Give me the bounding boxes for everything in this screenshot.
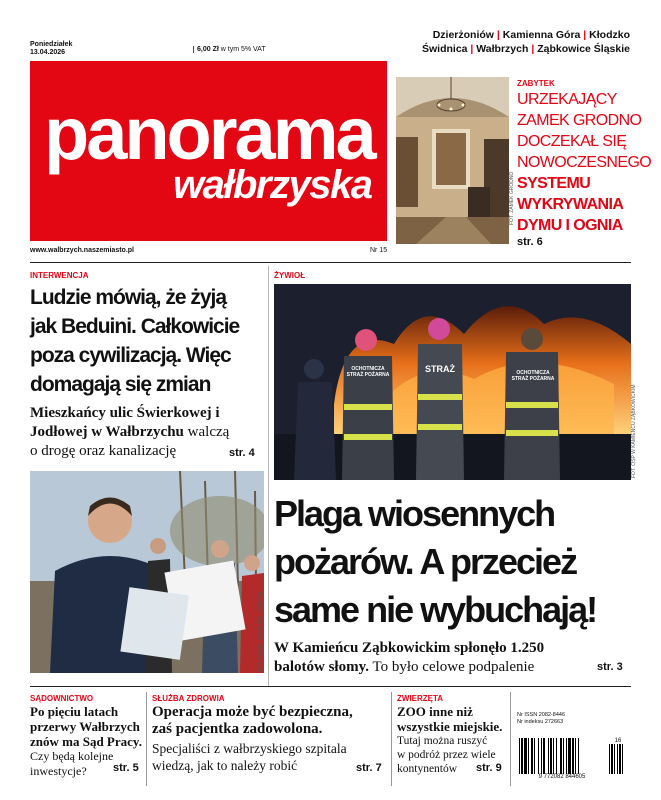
lead-line: kontynentów	[397, 763, 458, 775]
lead-line: w podróż przez wiele	[397, 749, 496, 761]
castle-photo-credit: FOT. ZAMEK GRODNO	[509, 171, 515, 225]
barcode-bar	[534, 738, 535, 774]
barcode-bar	[528, 738, 529, 774]
bottom-col2-page[interactable]: str. 7	[356, 762, 382, 774]
headline-line: Plaga wiosennych	[274, 493, 555, 534]
headline-line: poza cywilizacją. Więc	[30, 344, 231, 367]
barcode-addon-digits: 16	[614, 738, 622, 744]
bottom-col2-headline[interactable]	[152, 704, 388, 738]
town[interactable]: Kłodzko	[589, 29, 630, 41]
price-vat: w tym 5% VAT	[220, 46, 266, 53]
main-story-page[interactable]: str. 3	[597, 661, 623, 673]
headline-line: pożarów. A przecież	[274, 541, 577, 582]
barcode-bar	[556, 738, 557, 774]
barcode-bar	[568, 738, 571, 774]
town[interactable]: Ząbkowice Śląskie	[537, 43, 630, 55]
lead-rest: walczą o drogę oraz kanalizację	[30, 424, 230, 459]
town[interactable]: Świdnica	[421, 43, 468, 55]
top-story-kicker: ZABYTEK	[517, 79, 555, 88]
barcode-addon-bar	[617, 744, 618, 774]
barcode-bar	[578, 738, 579, 774]
headline-line: DOCZEKAŁ SIĘ	[517, 133, 627, 150]
bottom-col1-kicker: SĄDOWNICTWO	[30, 694, 94, 703]
lead-bold: W Kamieńcu Ząbkowickim spłonęło 1.250 balotów słomy.	[274, 640, 545, 675]
headline-line: Po pięciu latach	[30, 704, 119, 719]
barcode-addon-bar	[609, 744, 610, 774]
top-story-page[interactable]: str. 6	[517, 236, 543, 248]
headline-line: jak Beduini. Całkowicie	[30, 315, 240, 338]
vest-label: STRAŻ	[425, 364, 455, 374]
barcode-bar	[541, 738, 542, 774]
barcode-bar	[543, 738, 545, 774]
headline-line: same nie wybuchają!	[274, 589, 597, 630]
barcode-bar	[531, 738, 533, 774]
castle-interior-photo	[396, 77, 509, 244]
towns-line-2: Świdnica | Wałbrzych | Ząbkowice Śląskie	[421, 43, 630, 55]
price-value: 6,00 Zł	[197, 46, 219, 53]
issue-number: Nr 15	[370, 247, 388, 254]
town[interactable]: Kamienna Góra	[502, 29, 581, 41]
barcode-bar	[563, 738, 564, 774]
headline-line: DYMU I OGNIA	[517, 217, 623, 234]
barcode-bar	[550, 738, 552, 774]
residents-photo-credit: FOT. DANIEL GEBAUER / SKRYBA	[258, 591, 264, 672]
lead-line: inwestycje?	[30, 764, 87, 778]
lead-line: wiedzą, jak to należy robić	[152, 758, 298, 773]
bottom-col-divider	[146, 692, 147, 786]
top-story-headline[interactable]	[517, 89, 652, 236]
bottom-col-divider	[510, 692, 511, 786]
bottom-col3-page[interactable]: str. 9	[476, 762, 502, 774]
main-story-kicker: ŻYWIOŁ	[274, 271, 306, 280]
column-divider	[268, 266, 269, 686]
logo-main: panorama	[44, 92, 374, 175]
bottom-col3-kicker: ZWIERZĘTA	[397, 694, 444, 703]
bottom-col2-kicker: SŁUŻBA ZDROWIA	[152, 694, 225, 703]
bottom-divider	[30, 686, 631, 687]
fire-photo	[274, 284, 631, 480]
headline-line: NOWOCZESNEGO	[517, 154, 652, 171]
lead-line: Specjaliści z wałbrzyskiego szpitala	[152, 741, 347, 756]
barcode-bar	[521, 738, 523, 774]
left-story-kicker: INTERWENCJA	[30, 271, 89, 280]
index-number: Nr indeksu 272663	[517, 719, 564, 725]
vest-label: OCHOTNICZA STRAŻ POŻARNA	[346, 366, 390, 378]
residents-photo	[30, 471, 264, 673]
barcode-digits: 9 772082 844605	[538, 774, 586, 780]
website[interactable]: www.walbrzych.naszemiasto.pl	[30, 247, 134, 254]
town[interactable]: Dzierżoniów	[432, 29, 494, 41]
barcode-bar	[519, 738, 520, 774]
headline-line: Operacja może być bezpieczna,	[152, 704, 353, 720]
masthead-divider	[30, 262, 631, 263]
towns-line-1: Dzierżoniów | Kamienna Góra | Kłodzko	[432, 29, 630, 41]
bottom-col2-lead	[152, 740, 347, 774]
issn: Nr ISSN 2082-8446	[517, 712, 565, 718]
barcode-bar	[560, 738, 562, 774]
barcode-bar	[548, 738, 549, 774]
lead-line: Czy będą kolejne	[30, 749, 114, 763]
vest-label: OCHOTNICZA STRAŻ POŻARNA	[511, 370, 555, 382]
headline-line: domagają się zmian	[30, 373, 211, 396]
left-story-page[interactable]: str. 4	[229, 447, 255, 459]
barcode-addon	[608, 738, 628, 780]
barcode-bar	[572, 738, 574, 774]
issue-day: Poniedziałek	[30, 41, 73, 48]
left-story-lead	[30, 404, 240, 461]
bottom-col-divider	[391, 692, 392, 786]
main-story-lead	[274, 639, 584, 677]
main-story-headline[interactable]	[274, 490, 631, 634]
barcode-bar	[575, 738, 576, 774]
fire-photo-credit: FOT. OSP W KAMIEŃCU ZĄBKOWICKIM	[631, 384, 637, 478]
headline-line: przerwy Wałbrzych	[30, 719, 140, 734]
town[interactable]: Wałbrzych	[476, 43, 529, 55]
bottom-col1-headline[interactable]	[30, 704, 150, 749]
bottom-col3-headline[interactable]	[397, 704, 507, 734]
price	[193, 46, 266, 53]
lead-line: Tutaj można ruszyć	[397, 735, 488, 747]
headline-line: SYSTEMU	[517, 175, 591, 192]
barcode-bar	[524, 738, 527, 774]
barcode-addon-bar	[611, 744, 613, 774]
headline-line: Ludzie mówią, że żyją	[30, 286, 227, 309]
lead-rest: To było celowe podpalenie	[372, 659, 535, 675]
barcode-addon-bar	[619, 744, 621, 774]
barcode-bar	[566, 738, 567, 774]
issue-date: 13.04.2026	[30, 49, 66, 56]
bottom-col1-page[interactable]: str. 5	[113, 762, 139, 774]
logo-sub: wałbrzyska	[173, 163, 372, 207]
headline-line: wszystkie miejskie.	[397, 719, 503, 734]
headline-line: ZOO inne niż	[397, 704, 473, 719]
barcode	[517, 738, 607, 780]
headline-line: zaś pacjentka zadowolona.	[152, 721, 323, 737]
lead-bold: Mieszkańcy ulic Świerkowej i Jodłowej w Wałbrzychu	[30, 405, 220, 440]
headline-line: ZAMEK GRODNO	[517, 112, 642, 129]
barcode-addon-bar	[614, 744, 615, 774]
bottom-col1-lead	[30, 749, 113, 779]
headline-line: WYKRYWANIA	[517, 196, 624, 213]
barcode-addon-bar	[622, 744, 623, 774]
headline-line: URZEKAJĄCY	[517, 91, 617, 108]
barcode-bar	[553, 738, 554, 774]
left-story-headline[interactable]	[30, 283, 270, 399]
logo-block	[30, 61, 387, 241]
barcode-bar	[538, 738, 539, 774]
headline-line: znów ma Sąd Pracy.	[30, 734, 142, 749]
